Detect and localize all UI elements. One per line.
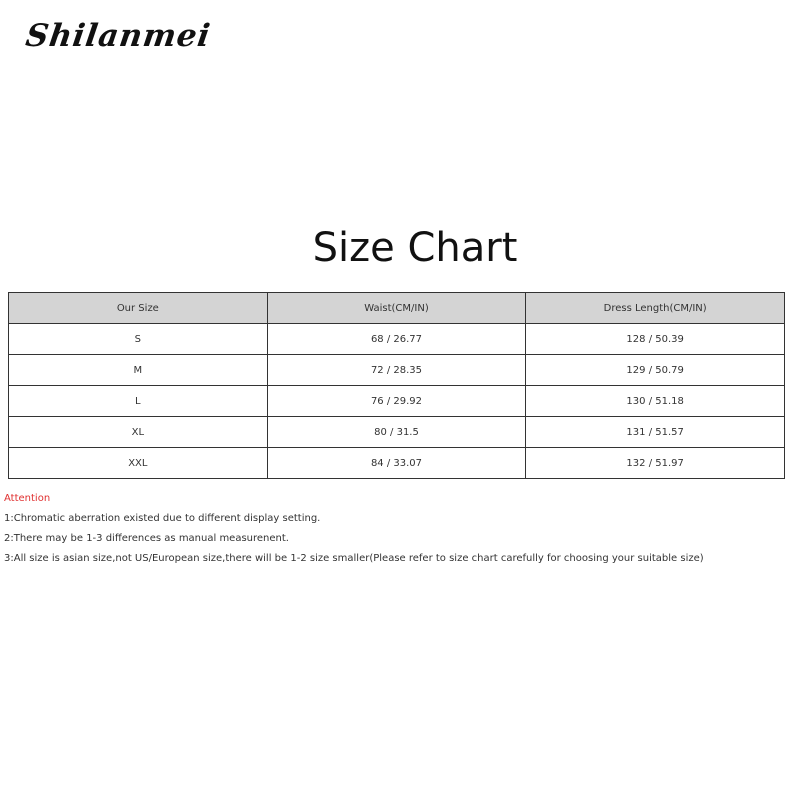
cell-size: L: [9, 386, 268, 417]
table-row: [9, 355, 785, 386]
note-item: 1:Chromatic aberration existed due to different display setting.: [4, 513, 321, 524]
table-row: [9, 448, 785, 479]
page-title: Size Chart: [312, 225, 518, 271]
attention-notes: [4, 489, 704, 569]
cell-dress-length: 129 / 50.79: [526, 355, 785, 386]
table-row: [9, 324, 785, 355]
cell-dress-length: 132 / 51.97: [526, 448, 785, 479]
header-dress-length: Dress Length(CM/IN): [526, 293, 785, 324]
cell-dress-length: 128 / 50.39: [526, 324, 785, 355]
table-header-row: [9, 293, 785, 324]
cell-size: XL: [9, 417, 268, 448]
cell-waist: 80 / 31.5: [267, 417, 526, 448]
cell-waist: 68 / 26.77: [267, 324, 526, 355]
header-waist: Waist(CM/IN): [267, 293, 526, 324]
cell-size: M: [9, 355, 268, 386]
attention-heading: Attention: [4, 493, 51, 504]
cell-waist: 72 / 28.35: [267, 355, 526, 386]
note-item: 2:There may be 1-3 differences as manual measurenent.: [4, 533, 289, 544]
cell-dress-length: 130 / 51.18: [526, 386, 785, 417]
cell-waist: 76 / 29.92: [267, 386, 526, 417]
brand-logo: Shilanmei: [23, 18, 213, 54]
table-row: [9, 386, 785, 417]
header-our-size: Our Size: [9, 293, 268, 324]
size-table: [8, 292, 785, 479]
table-row: [9, 417, 785, 448]
cell-waist: 84 / 33.07: [267, 448, 526, 479]
cell-size: S: [9, 324, 268, 355]
cell-dress-length: 131 / 51.57: [526, 417, 785, 448]
note-item: 3:All size is asian size,not US/European size,there will be 1-2 size smaller(Please refer to size chart carefully for choosing your suitable size): [4, 553, 704, 564]
cell-size: XXL: [9, 448, 268, 479]
